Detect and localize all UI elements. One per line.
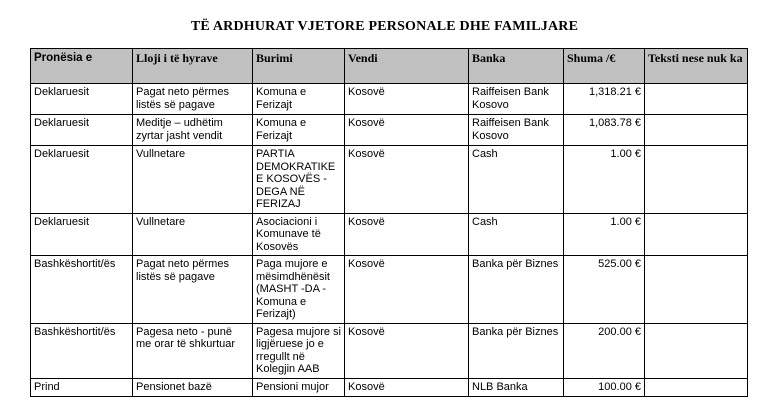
- table-row: [31, 323, 748, 378]
- cell-note: [645, 256, 748, 324]
- header-note: Teksti nese nuk ka: [645, 49, 748, 84]
- header-bank: Banka: [469, 49, 564, 84]
- cell-bank: Raiffeisen Bank Kosovo: [469, 115, 564, 146]
- cell-type: Pagat neto përmes listës së pagave: [133, 84, 253, 115]
- cell-bank: Cash: [469, 213, 564, 256]
- cell-amount: 200.00 €: [564, 323, 645, 378]
- cell-place: Kosovë: [345, 213, 469, 256]
- table-row: [31, 146, 748, 214]
- header-owner: Pronësia e: [31, 49, 133, 84]
- table-row: [31, 378, 748, 396]
- cell-note: [645, 115, 748, 146]
- header-place: Vendi: [345, 49, 469, 84]
- cell-note: [645, 213, 748, 256]
- income-table: [30, 48, 748, 397]
- cell-bank: Banka për Biznes: [469, 256, 564, 324]
- cell-place: Kosovë: [345, 115, 469, 146]
- header-amount: Shuma /€: [564, 49, 645, 84]
- document-title: TË ARDHURAT VJETORE PERSONALE DHE FAMILJARE: [190, 19, 579, 34]
- cell-type: Vullnetare: [133, 213, 253, 256]
- cell-type: Pagat neto përmes listës së pagave: [133, 256, 253, 324]
- cell-owner: Bashkëshortit/ës: [31, 256, 133, 324]
- cell-source: Komuna e Ferizajt: [253, 84, 345, 115]
- cell-place: Kosovë: [345, 146, 469, 214]
- cell-owner: Prind: [31, 378, 133, 396]
- cell-source: Pensioni mujor: [253, 378, 345, 396]
- cell-bank: Raiffeisen Bank Kosovo: [469, 84, 564, 115]
- cell-type: Meditje – udhëtim zyrtar jasht vendit: [133, 115, 253, 146]
- cell-amount: 525.00 €: [564, 256, 645, 324]
- cell-place: Kosovë: [345, 378, 469, 396]
- cell-owner: Deklaruesit: [31, 84, 133, 115]
- cell-amount: 1.00 €: [564, 213, 645, 256]
- table-row: [31, 115, 748, 146]
- cell-amount: 100.00 €: [564, 378, 645, 396]
- cell-owner: Deklaruesit: [31, 115, 133, 146]
- cell-source: Komuna e Ferizajt: [253, 115, 345, 146]
- cell-amount: 1.00 €: [564, 146, 645, 214]
- cell-source: Asociacioni i Komunave të Kosovës: [253, 213, 345, 256]
- cell-bank: NLB Banka: [469, 378, 564, 396]
- cell-place: Kosovë: [345, 84, 469, 115]
- cell-bank: Banka për Biznes: [469, 323, 564, 378]
- cell-note: [645, 84, 748, 115]
- cell-bank: Cash: [469, 146, 564, 214]
- header-source: Burimi: [253, 49, 345, 84]
- table-row: [31, 256, 748, 324]
- cell-source: Pagesa mujore si ligjëruese jo e rregullt në Kolegjin AAB: [253, 323, 345, 378]
- cell-owner: Bashkëshortit/ës: [31, 323, 133, 378]
- cell-note: [645, 146, 748, 214]
- cell-type: Pensionet bazë: [133, 378, 253, 396]
- cell-type: Vullnetare: [133, 146, 253, 214]
- table-row: [31, 213, 748, 256]
- cell-source: Paga mujore e mësimdhënësit (MASHT -DA - Komuna e Ferizajt): [253, 256, 345, 324]
- cell-amount: 1,318.21 €: [564, 84, 645, 115]
- cell-amount: 1,083.78 €: [564, 115, 645, 146]
- table-row: [31, 84, 748, 115]
- cell-owner: Deklaruesit: [31, 213, 133, 256]
- table-header-row: [31, 49, 748, 84]
- cell-note: [645, 378, 748, 396]
- cell-owner: Deklaruesit: [31, 146, 133, 214]
- cell-place: Kosovë: [345, 256, 469, 324]
- cell-source: PARTIA DEMOKRATIKE E KOSOVËS - DEGA NË FERIZAJ: [253, 146, 345, 214]
- cell-place: Kosovë: [345, 323, 469, 378]
- cell-note: [645, 323, 748, 378]
- cell-type: Pagesa neto - punë me orar të shkurtuar: [133, 323, 253, 378]
- header-type: Lloji i të hyrave: [133, 49, 253, 84]
